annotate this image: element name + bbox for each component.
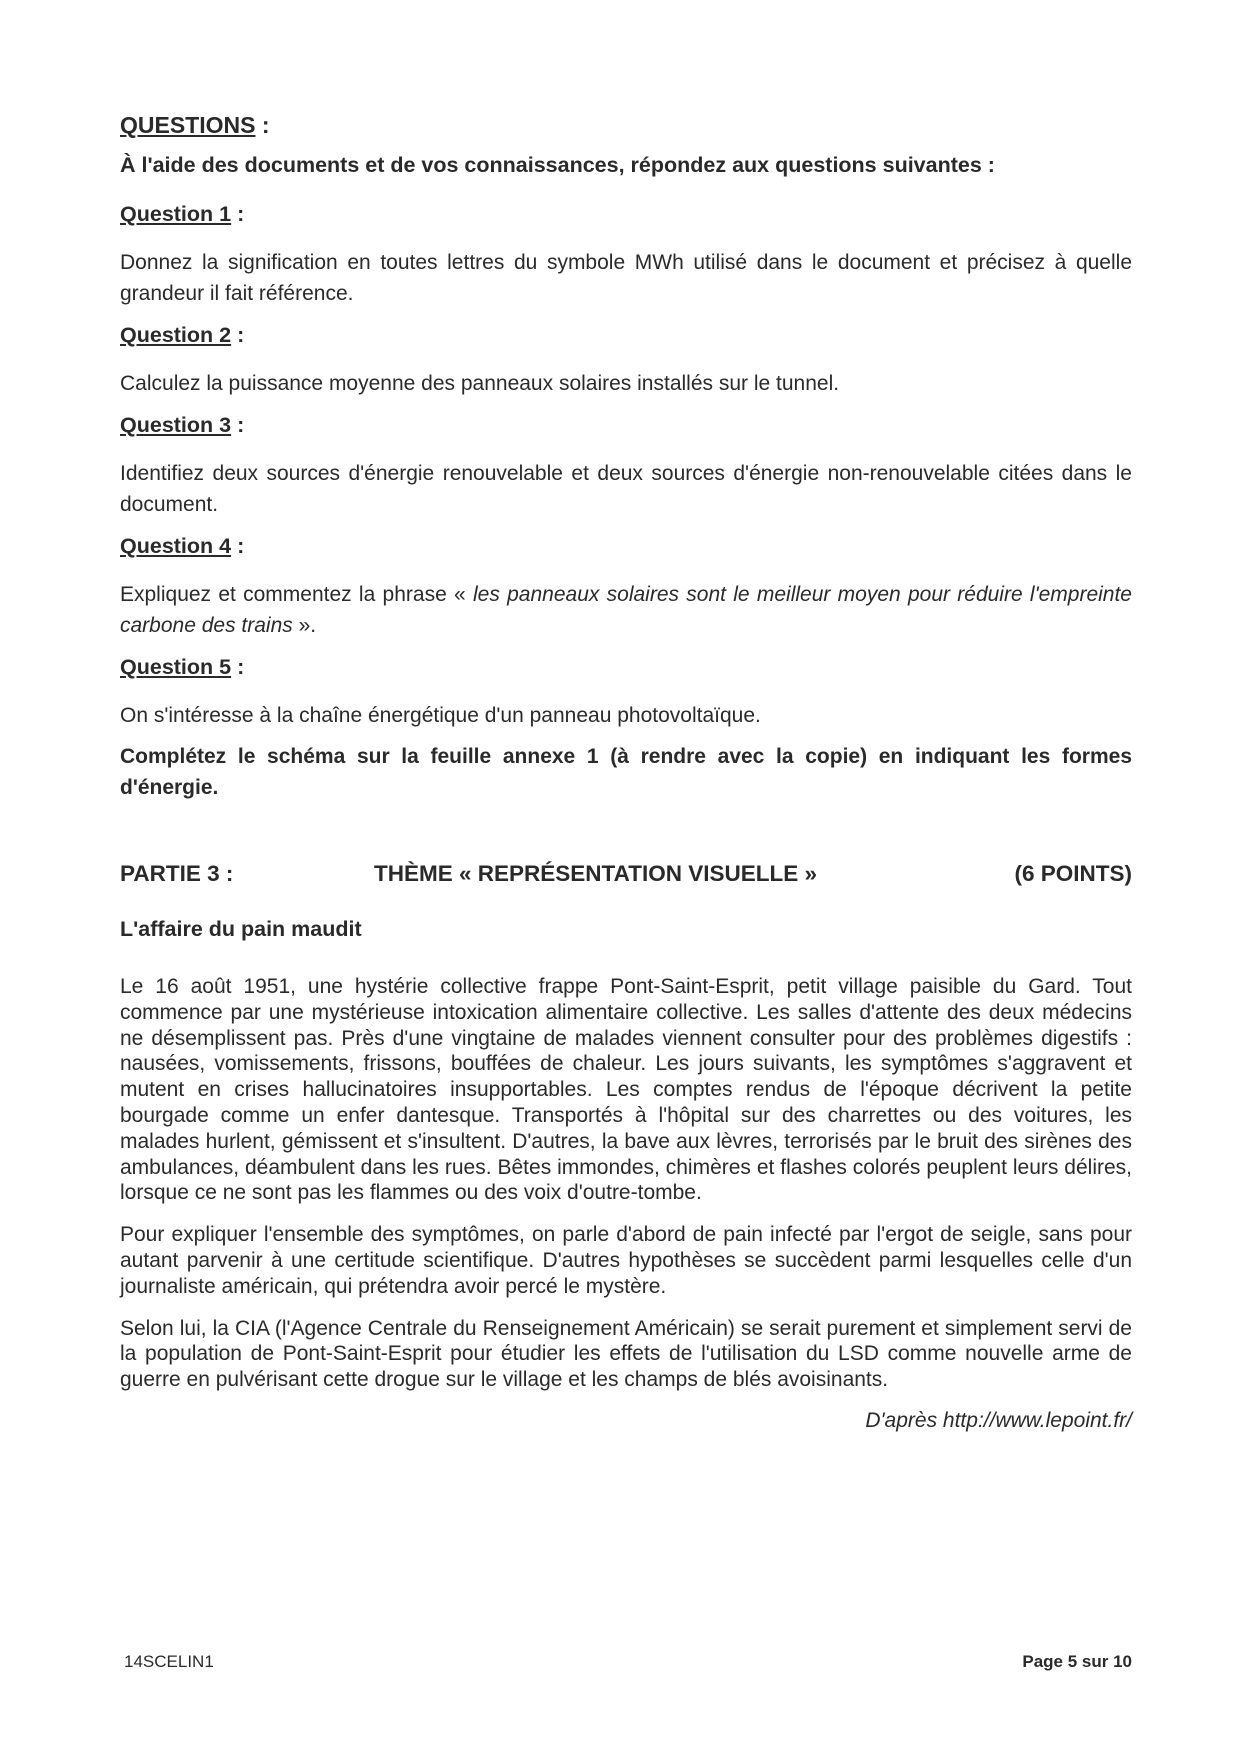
question-heading <box>120 323 1132 348</box>
questions-title-text: QUESTIONS <box>120 112 256 138</box>
questions-title <box>120 112 1132 139</box>
question-heading <box>120 413 1132 438</box>
question-heading-text: Question 1 <box>120 202 232 226</box>
part-label: PARTIE 3 : <box>120 861 234 886</box>
question-3 <box>120 413 1132 520</box>
part-theme: THÈME « REPRÉSENTATION VISUELLE » <box>374 861 817 886</box>
question-heading-suffix: : <box>231 323 245 347</box>
article-paragraph: Le 16 août 1951, une hystérie collective frappe Pont-Saint-Esprit, petit village paisible du Gard. Tout commence par une mystérieuse intoxication alimentaire collective. Les salles d'attente des deux médecins ne désemplissent pas. Près d'une vingtaine de malades viennent consulter pour des problèmes digestifs : nausées, vomissements, frissons, bouffées de chaleur. Les jours suivants, les symptômes s'aggravent et mutent en crises hallucinatoires insupportables. Les comptes rendus de l'époque décrivent la petite bourgade comme un enfer dantesque. Transportés à l'hôpital sur des charrettes ou des voitures, les malades hurlent, gémissent et s'insultent. D'autres, la bave aux lèvres, terrorisés par le bruit des sirènes des ambulances, déambulent dans les rues. Bêtes immondes, chimères et flashes colorés peuplent leurs délires, lorsque ce ne sont pas les flammes ou des voix d'outre-tombe. <box>120 975 1132 1205</box>
question-text: Identifiez deux sources d'énergie renouvelable et deux sources d'énergie non-renouvelable citées dans le document. <box>120 462 1132 516</box>
part-3-header <box>120 861 1132 887</box>
question-heading <box>120 655 1132 680</box>
question-heading-suffix: : <box>231 534 245 558</box>
question-heading <box>120 534 1132 559</box>
question-heading-text: Question 4 <box>120 534 232 558</box>
question-1 <box>120 202 1132 309</box>
article-source: D'après http://www.lepoint.fr/ <box>865 1408 1132 1432</box>
question-text: Calculez la puissance moyenne des panneaux solaires installés sur le tunnel. <box>120 372 840 395</box>
article-paragraph: Selon lui, la CIA (l'Agence Centrale du Renseignement Américain) se serait purement et simplement servi de la population de Pont-Saint-Esprit pour étudier les effets de l'utilisation du LSD comme nouvelle arme de guerre en pulvérisant cette drogue sur le village et les champs de blés avoisinants. <box>120 1316 1132 1392</box>
question-2 <box>120 323 1132 399</box>
question-text <box>120 579 1132 641</box>
question-heading-suffix: : <box>231 202 245 226</box>
question-instruction: Complétez le schéma sur la feuille annexe 1 (à rendre avec la copie) en indiquant les formes d'énergie. <box>120 745 1132 799</box>
article-title: L'affaire du pain maudit <box>120 917 362 941</box>
footer-page-number: Page 5 sur 10 <box>1022 1652 1132 1671</box>
question-heading-suffix: : <box>231 655 245 679</box>
question-heading-suffix: : <box>231 413 245 437</box>
question-5 <box>120 655 1132 803</box>
question-heading-text: Question 3 <box>120 413 232 437</box>
question-text: On s'intéresse à la chaîne énergétique d'un panneau photovoltaïque. <box>120 704 761 727</box>
part-points: (6 POINTS) <box>1014 861 1132 886</box>
question-heading-text: Question 2 <box>120 323 232 347</box>
question-4 <box>120 534 1132 641</box>
footer-code: 14SCELIN1 <box>124 1652 214 1671</box>
article-paragraph: Pour expliquer l'ensemble des symptômes, on parle d'abord de pain infecté par l'ergot de seigle, sans pour autant parvenir à une certitude scientifique. D'autres hypothèses se succèdent parmi lesquelles celle d'un journaliste américain, qui prétendra avoir percé le mystère. <box>120 1223 1132 1298</box>
question-text-before: Expliquez et commentez la phrase « <box>120 583 473 606</box>
question-text: Donnez la signification en toutes lettres du symbole MWh utilisé dans le document et précisez à quelle grandeur il fait référence. <box>120 251 1132 305</box>
question-heading-text: Question 5 <box>120 655 232 679</box>
questions-intro: À l'aide des documents et de vos connaissances, répondez aux questions suivantes : <box>120 153 995 177</box>
questions-title-suffix: : <box>255 112 270 138</box>
question-quote: les panneaux solaires sont le meilleur moyen pour réduire l'empreinte carbone des trains <box>120 583 1132 637</box>
question-text-after: ». <box>292 614 317 637</box>
question-heading <box>120 202 1132 227</box>
document-page <box>120 112 1132 1433</box>
